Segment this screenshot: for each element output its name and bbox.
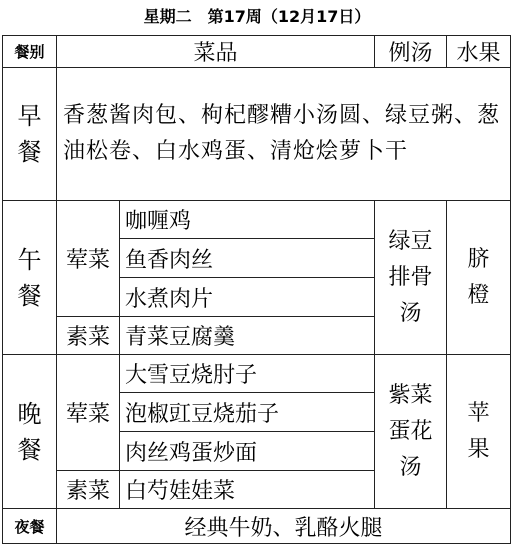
dinner-veg-label: 素菜	[57, 471, 120, 509]
header-row	[3, 36, 511, 68]
lunch-label: 午 餐	[3, 201, 57, 355]
dinner-meat-dish-3: 肉丝鸡蛋炒面	[120, 432, 375, 471]
header-fruit: 水果	[447, 36, 511, 68]
dinner-row-1	[3, 355, 511, 393]
lunch-row-1	[3, 201, 511, 239]
lunch-meat-dish-2: 鱼香肉丝	[120, 239, 375, 278]
header-soup: 例汤	[375, 36, 447, 68]
lunch-meat-dish-3: 水煮肉片	[120, 278, 375, 317]
night-items: 经典牛奶、乳酪火腿	[57, 509, 511, 544]
dinner-veg-dish-1: 白芍娃娃菜	[120, 471, 375, 509]
page-title: 星期二 第17周（12月17日）	[143, 7, 371, 26]
lunch-meat-dish-1: 咖喱鸡	[120, 201, 375, 239]
dinner-meat-dish-1: 大雪豆烧肘子	[120, 355, 375, 393]
dinner-label: 晚 餐	[3, 355, 57, 509]
menu-table	[2, 35, 511, 544]
breakfast-label: 早 餐	[3, 68, 57, 201]
lunch-veg-dish-1: 青菜豆腐羹	[120, 317, 375, 355]
lunch-fruit: 脐 橙	[447, 201, 511, 355]
dinner-fruit: 苹 果	[447, 355, 511, 509]
night-label: 夜餐	[3, 509, 57, 544]
dinner-soup: 紫菜 蛋花 汤	[375, 355, 447, 509]
lunch-meat-label: 荤菜	[57, 201, 120, 317]
night-row	[3, 509, 511, 544]
lunch-veg-label: 素菜	[57, 317, 120, 355]
lunch-soup: 绿豆 排骨 汤	[375, 201, 447, 355]
breakfast-items: 香葱酱肉包、枸杞醪糟小汤圆、绿豆粥、葱油松卷、白水鸡蛋、清炝烩萝卜干	[57, 68, 511, 201]
dinner-meat-label: 荤菜	[57, 355, 120, 471]
header-dishes: 菜品	[57, 36, 375, 68]
breakfast-row	[3, 68, 511, 201]
dinner-meat-dish-2: 泡椒豇豆烧茄子	[120, 393, 375, 432]
header-meal: 餐别	[3, 36, 57, 68]
